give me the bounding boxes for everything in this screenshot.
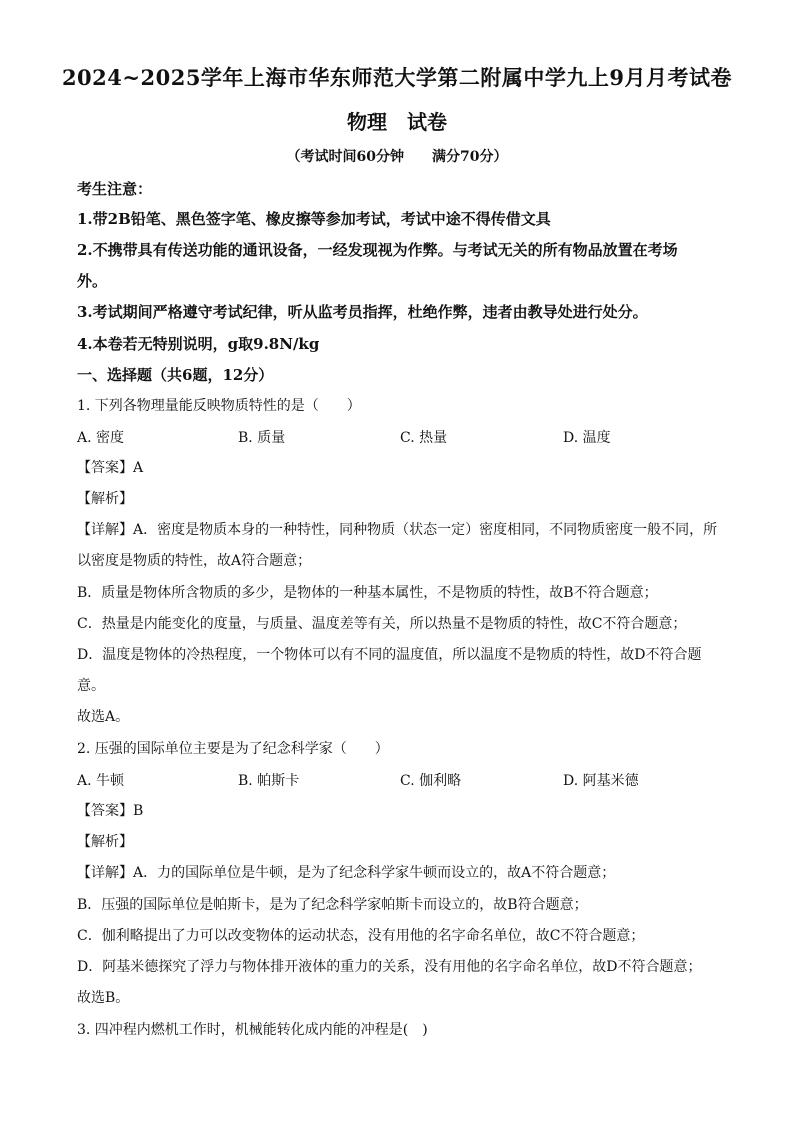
detail-tag: 【详解】: [77, 522, 133, 538]
answer-value: A: [133, 460, 144, 476]
question-1-option-c: C. 热量: [400, 430, 448, 446]
question-1-detail-line-2: 以密度是物质的特性，故A符合题意；: [77, 553, 312, 569]
question-1-detail-line-3: B．质量是物体所含物质的多少，是物体的一种基本属性，不是物质的特性，故B不符合题意；: [77, 585, 658, 601]
question-2-option-d: D. 阿基米德: [563, 773, 639, 789]
notice-item-3: 3.考试期间严格遵守考试纪律，听从监考员指挥，杜绝作弊，违者由教导处进行处分。: [77, 303, 648, 321]
question-2-analysis-tag: 【解析】: [77, 834, 133, 850]
question-2-detail-line-4: D．阿基米德探究了浮力与物体排开液体的重力的关系，没有用他的名字命名单位，故D不符合题意；: [77, 959, 702, 975]
question-2-detail-line-3: C．伽利略提出了力可以改变物体的运动状态，没有用他的名字命名单位，故C不符合题意；: [77, 928, 645, 944]
question-1-detail-line-6: 意。: [77, 678, 105, 694]
question-1-conclusion: 故选A。: [77, 709, 130, 725]
answer-tag: 【答案】: [77, 460, 133, 476]
notice-item-2: 2.不携带具有传送功能的通讯设备，一经发现视为作弊。与考试无关的所有物品放置在考场: [77, 241, 678, 259]
exam-time-info: （考试时间60分钟 满分70分）: [286, 149, 508, 165]
detail-text: A．密度是物质本身的一种特性，同种物质（状态一定）密度相同，不同物质密度一般不同，所: [133, 522, 718, 538]
question-2-option-a: A. 牛顿: [77, 773, 125, 789]
answer-value: B: [133, 803, 144, 819]
notice-item-4: 4.本卷若无特别说明，g取9.8N/kg: [77, 335, 320, 353]
question-1-option-b: B. 质量: [238, 430, 286, 446]
answer-tag: 【答案】: [77, 803, 133, 819]
question-2-stem: 2. 压强的国际单位主要是为了纪念科学家（ ）: [77, 741, 389, 757]
question-1-answer: [77, 458, 722, 478]
question-1-detail-line-5: D．温度是物体的冷热程度，一个物体可以有不同的温度值，所以温度不是物质的特性，故D不符合题: [77, 647, 702, 663]
question-1-option-d: D. 温度: [563, 430, 611, 446]
question-2-option-c: C. 伽利略: [400, 773, 462, 789]
question-2-answer: [77, 801, 722, 821]
question-1-stem: 1. 下列各物理量能反映物质特性的是（ ）: [77, 398, 361, 414]
question-2-conclusion: 故选B。: [77, 990, 130, 1006]
question-2-detail-line-1: [77, 863, 722, 883]
question-3-stem: 3. 四冲程内燃机工作时，机械能转化成内能的冲程是( ): [77, 1022, 428, 1038]
section-heading: 一、选择题（共6题，12分）: [77, 366, 274, 384]
question-1-option-a: A. 密度: [77, 430, 125, 446]
exam-title: 2024~2025学年上海市华东师范大学第二附属中学九上9月月考试卷: [61, 65, 733, 90]
question-1-detail-line-4: C．热量是内能变化的度量，与质量、温度差等有关，所以热量不是物质的特性，故C不符合题意；: [77, 616, 687, 632]
notice-item-2-cont: 外。: [77, 272, 108, 290]
question-1-detail-line-1: [77, 520, 722, 540]
notice-item-1: 1.带2B铅笔、黑色签字笔、橡皮擦等参加考试，考试中途不得传借文具: [77, 210, 551, 228]
notice-heading: 考生注意：: [77, 180, 153, 198]
detail-tag: 【详解】: [77, 865, 133, 881]
question-1-analysis-tag: 【解析】: [77, 491, 133, 507]
detail-text: A．力的国际单位是牛顿，是为了纪念科学家牛顿而设立的，故A不符合题意；: [133, 865, 616, 881]
exam-subtitle: 物理 试卷: [347, 110, 447, 134]
question-2-detail-line-2: B．压强的国际单位是帕斯卡，是为了纪念科学家帕斯卡而设立的，故B符合题意；: [77, 897, 588, 913]
question-2-option-b: B. 帕斯卡: [238, 773, 300, 789]
